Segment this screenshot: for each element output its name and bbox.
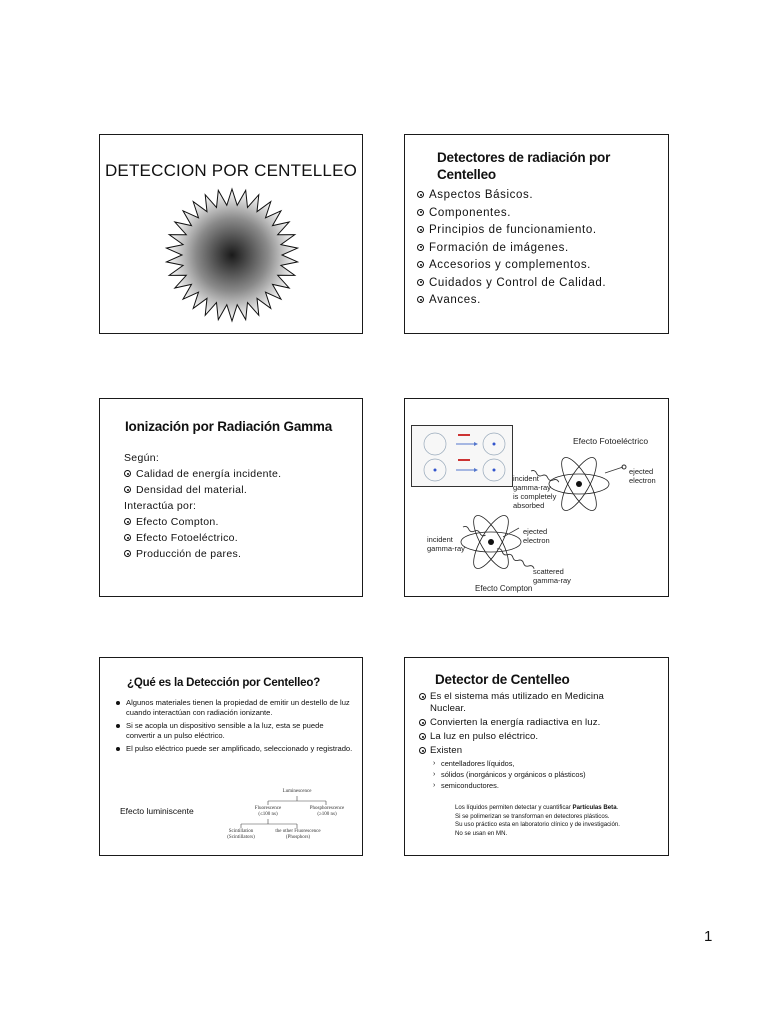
list-item: Calidad de energía incidente. [124, 466, 281, 482]
target-bullet-icon [124, 518, 131, 525]
list-item: Si se acopla un dispositivo sensible a la luz, esta se puede convertir a un pulso eléctrico. [114, 721, 354, 741]
slide-3 [99, 398, 363, 597]
compton-incident-label: incident gamma-ray [427, 535, 465, 553]
slide-4 [404, 398, 669, 597]
slide-6 [404, 657, 669, 856]
tree-phosphorescence: Phosphorescence (≥100 ns) [309, 806, 345, 817]
scattered-gamma-label: scattered gamma-ray [533, 567, 571, 585]
slide-6-list [419, 691, 604, 759]
list-item: Densidad del material. [124, 482, 281, 498]
target-bullet-icon [419, 733, 426, 740]
slide-6-sublist [433, 758, 586, 791]
target-bullet-icon [124, 534, 131, 541]
slide-3-title: Ionización por Radiación Gamma [125, 419, 333, 434]
list-item: Cuidados y Control de Calidad. [417, 275, 606, 293]
slide-2 [404, 134, 669, 334]
list-item: Formación de imágenes. [417, 240, 606, 258]
page-number: 1 [704, 928, 713, 945]
list-item: Efecto Fotoeléctrico. [124, 530, 281, 546]
target-bullet-icon [419, 719, 426, 726]
sub-list-item: › centelladores líquidos, [433, 758, 586, 769]
photoelectric-label: Efecto Fotoeléctrico [573, 436, 649, 446]
slide-2-title: Detectores de radiación por Centelleo [437, 150, 611, 182]
tree-root: Luminescence [282, 789, 312, 794]
target-bullet-icon [417, 279, 424, 286]
target-bullet-icon [417, 261, 424, 268]
tree-other-fluorescence: the other Fluorescence (Phosphors) [275, 829, 321, 840]
list-item: Efecto Compton. [124, 514, 281, 530]
target-bullet-icon [124, 550, 131, 557]
list-item: Es el sistema más utilizado en Medicina Nuclear. [419, 691, 604, 715]
target-bullet-icon [417, 296, 424, 303]
list-item: Principios de funcionamiento. [417, 222, 606, 240]
sub-list-item: › sólidos (inorgánicos y orgánicos o plásticos) [433, 769, 586, 780]
slide-6-title: Detector de Centelleo [435, 672, 570, 687]
luminescence-tree-lines [100, 658, 363, 856]
slide-3-body [124, 450, 281, 562]
list-item: Producción de pares. [124, 546, 281, 562]
slide-1 [99, 134, 363, 334]
target-bullet-icon [419, 747, 426, 754]
tree-scintillation: Scintillation (Scintillators) [227, 829, 255, 840]
target-bullet-icon [124, 486, 131, 493]
list-item: Avances. [417, 292, 606, 310]
target-bullet-icon [417, 191, 424, 198]
list-item: Accesorios y complementos. [417, 257, 606, 275]
segun-label: Según: [124, 452, 160, 464]
slide-5-title: ¿Qué es la Detección por Centelleo? [127, 677, 321, 689]
luminescence-label: Efecto luminiscente [120, 806, 194, 816]
slide-1-title: DETECCION POR CENTELLEO [104, 161, 358, 180]
slide-5 [99, 657, 363, 856]
target-bullet-icon [417, 209, 424, 216]
target-bullet-icon [124, 470, 131, 477]
list-item: Componentes. [417, 205, 606, 223]
sub-list-item: › semiconductores. [433, 780, 586, 791]
list-item: El pulso eléctrico puede ser amplificado, seleccionado y registrado. [114, 744, 354, 754]
list-item: Convierten la energía radiactiva en luz. [419, 717, 604, 729]
target-bullet-icon [417, 244, 424, 251]
list-item: La luz en pulso eléctrico. [419, 731, 604, 743]
incident-absorbed-label: incident gamma-ray is completely absorbed [513, 474, 557, 510]
interactua-label: Interactúa por: [124, 500, 197, 512]
list-item: Existen [419, 745, 604, 757]
slide-2-list [417, 187, 606, 310]
ejected-electron-label: ejected electron [629, 467, 656, 485]
target-bullet-icon [419, 693, 426, 700]
compton-label: Efecto Compton [475, 584, 533, 593]
target-bullet-icon [417, 226, 424, 233]
scintillation-burst-image [100, 135, 363, 334]
liquid-scintillator-note: Los líquidos permiten detectar y cuantificar Partículas Beta. Si se polimerizan se transforman en detectores plásticos. Su uso práctico esta en laboratorio clínico y de investigación. No se usan en MN. [455, 804, 620, 837]
compton-ejected-label: ejected electron [523, 527, 550, 545]
tree-fluorescence: Fluorescence (≤100 ns) [254, 806, 282, 817]
list-item: Algunos materiales tienen la propiedad de emitir un destello de luz cuando interactúan con radiación ionizante. [114, 698, 354, 718]
list-item: Aspectos Básicos. [417, 187, 606, 205]
